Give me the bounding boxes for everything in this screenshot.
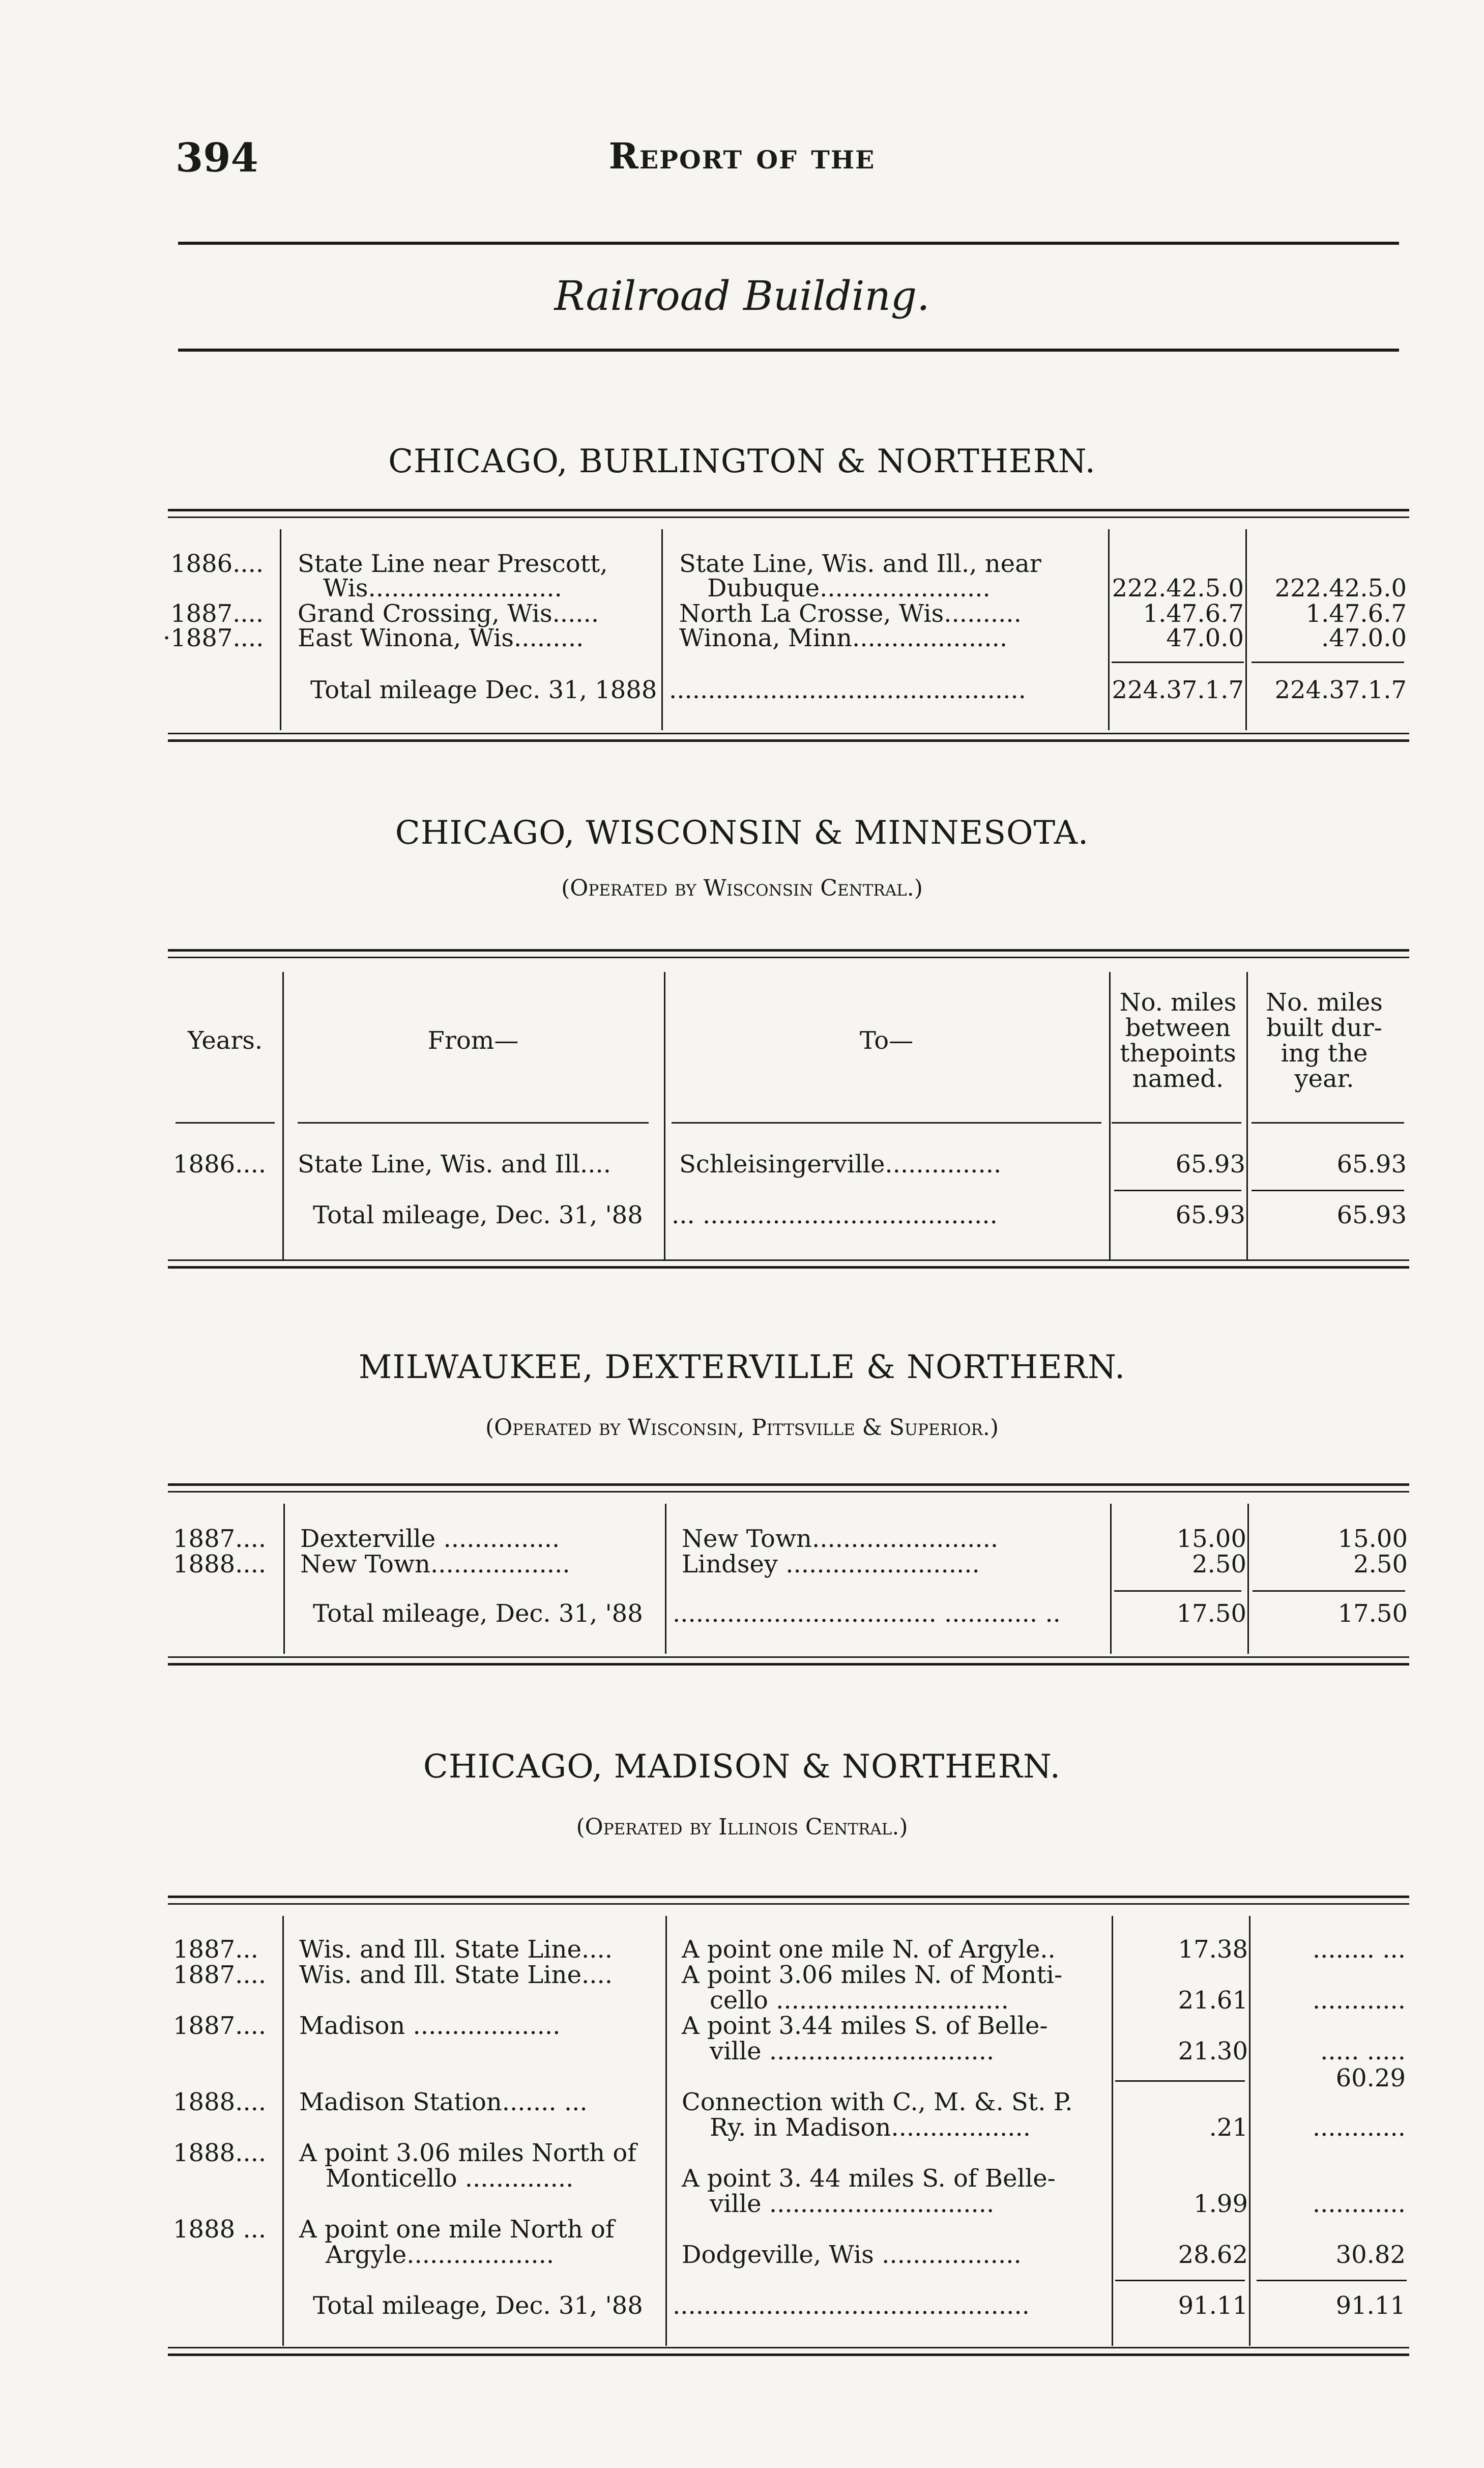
total-label: Total mileage, Dec. 31, '88 [313,2291,643,2320]
to-cell: A point one mile N. of Argyle.. [682,1935,1056,1964]
year-cell: 1887.... [173,1961,267,1989]
operator-note: (Operated by Wisconsin, Pittsville & Superior.) [485,1415,999,1441]
section-rule [178,349,1399,352]
operator-note: (Operated by Wisconsin Central.) [561,875,923,901]
year-cell: 1887.... [173,2012,267,2040]
to-cell: New Town........................ [682,1525,999,1553]
built-cell: 30.82 [1335,2241,1406,2269]
to-cell: North La Crosse, Wis.......... [679,599,1022,628]
miles-cell: .21 [1209,2113,1248,2142]
miles-cell: 65.93 [1175,1150,1245,1179]
year-cell: ·1887.... [163,624,264,652]
from-cell: Wis. and Ill. State Line.... [299,1935,613,1964]
to-cell: Lindsey ......................... [682,1550,980,1579]
from-cell-cont: Monticello .............. [326,2164,574,2193]
section-title: Railroad Building. [554,272,930,320]
header-from: From— [427,1026,519,1055]
from-cell: East Winona, Wis......... [298,624,584,652]
from-cell: New Town.................. [300,1550,570,1579]
built-cell: .47.0.0 [1321,624,1407,652]
miles-cell: 1.99 [1194,2190,1248,2218]
header-rule [178,242,1399,245]
from-cell: Grand Crossing, Wis...... [298,599,599,628]
header-to: To— [859,1026,914,1055]
total-label: Total mileage, Dec. 31, '88 [313,1201,643,1229]
total-built: 17.50 [1337,1599,1408,1628]
built-cell: ..... ..... [1320,2037,1406,2065]
miles-cell: 47.0.0 [1166,624,1244,652]
built-cell: 1.47.6.7 [1305,599,1407,628]
built-cell: 222.42.5.0 [1274,574,1407,602]
to-cell-cont: ville ............................. [710,2190,995,2218]
year-cell: 1888 ... [173,2215,267,2244]
from-cell: Dexterville ............... [300,1525,560,1553]
total-leader: .................................. ............ .. [673,1599,1061,1628]
to-cell-cont: cello .............................. [710,1986,1009,2015]
to-cell-cont: Ry. in Madison.................. [710,2113,1031,2142]
built-cell: ............ [1312,1986,1406,2015]
from-cell: State Line near Prescott, [298,550,608,578]
year-cell: 1886.... [170,550,264,578]
from-cell: State Line, Wis. and Ill.... [298,1150,612,1179]
miles-cell: 2.50 [1192,1550,1246,1579]
total-built: 91.11 [1335,2291,1406,2320]
built-subtotal: 60.29 [1335,2064,1406,2092]
page-number: 394 [176,135,258,181]
year-cell: 1887.... [173,1525,267,1553]
built-cell: ............ [1312,2190,1406,2218]
miles-cell: 1.47.6.7 [1143,599,1244,628]
miles-cell: 28.62 [1178,2241,1248,2269]
year-cell: 1887.... [170,599,264,628]
to-cell: Winona, Minn.................... [679,624,1008,652]
total-miles: 65.93 [1175,1201,1245,1229]
year-cell: 1886.... [173,1150,267,1179]
from-cell-cont: Argyle................... [326,2241,555,2269]
total-miles: 17.50 [1176,1599,1246,1628]
from-cell: Wis. and Ill. State Line.... [299,1961,613,1989]
from-cell: A point 3.06 miles North of [299,2139,636,2167]
to-cell: Connection with C., M. &. St. P. [682,2088,1073,2116]
to-cell: State Line, Wis. and Ill., near [679,550,1041,578]
built-cell: 15.00 [1337,1525,1408,1553]
to-cell-cont: Dubuque...................... [707,574,991,602]
from-cell: A point one mile North of [299,2215,615,2244]
total-miles: 224.37.1.7 [1112,676,1244,704]
miles-cell: 21.30 [1178,2037,1248,2065]
to-cell-cont: ville ............................. [710,2037,995,2065]
running-head: Report of the [608,135,876,177]
miles-cell: 21.61 [1178,1986,1248,2015]
built-cell: 2.50 [1353,1550,1408,1579]
total-label: Total mileage Dec. 31, 1888 [310,676,657,704]
year-cell: 1888.... [173,2139,267,2167]
miles-cell: 222.42.5.0 [1112,574,1244,602]
to-cell: A point 3. 44 miles S. of Belle- [682,2164,1056,2193]
operator-note: (Operated by Illinois Central.) [576,1814,908,1840]
header-years: Years. [187,1026,263,1055]
total-leader: .............................................. [673,2291,1030,2320]
miles-cell: 15.00 [1176,1525,1246,1553]
built-cell: 65.93 [1336,1150,1407,1179]
miles-cell: 17.38 [1178,1935,1248,1964]
from-cell-cont: Wis......................... [323,574,562,602]
header-miles-built: No. miles built dur- ing the year. [1266,988,1383,1093]
railroad-name: CHICAGO, WISCONSIN & MINNESOTA. [395,814,1089,852]
railroad-name: CHICAGO, BURLINGTON & NORTHERN. [388,443,1096,480]
from-cell: Madison ................... [299,2012,561,2040]
year-cell: 1887... [173,1935,258,1964]
built-cell: ........ ... [1312,1935,1406,1964]
total-label: Total mileage, Dec. 31, '88 [313,1599,643,1628]
to-cell: Dodgeville, Wis .................. [682,2241,1022,2269]
total-built: 65.93 [1336,1201,1407,1229]
to-cell: Schleisingerville............... [679,1150,1002,1179]
to-cell: A point 3.06 miles N. of Monti- [682,1961,1063,1989]
total-leader: .............................................. [669,676,1026,704]
total-miles: 91.11 [1178,2291,1248,2320]
railroad-name: CHICAGO, MADISON & NORTHERN. [423,1748,1061,1786]
to-cell: A point 3.44 miles S. of Belle- [682,2012,1048,2040]
railroad-name: MILWAUKEE, DEXTERVILLE & NORTHERN. [358,1348,1126,1386]
from-cell: Madison Station....... ... [299,2088,588,2116]
total-leader: ... ...................................... [672,1201,998,1229]
built-cell: ............ [1312,2113,1406,2142]
total-built: 224.37.1.7 [1274,676,1407,704]
year-cell: 1888.... [173,1550,267,1579]
year-cell: 1888.... [173,2088,267,2116]
header-miles-between: No. miles between thepoints named. [1119,988,1237,1093]
